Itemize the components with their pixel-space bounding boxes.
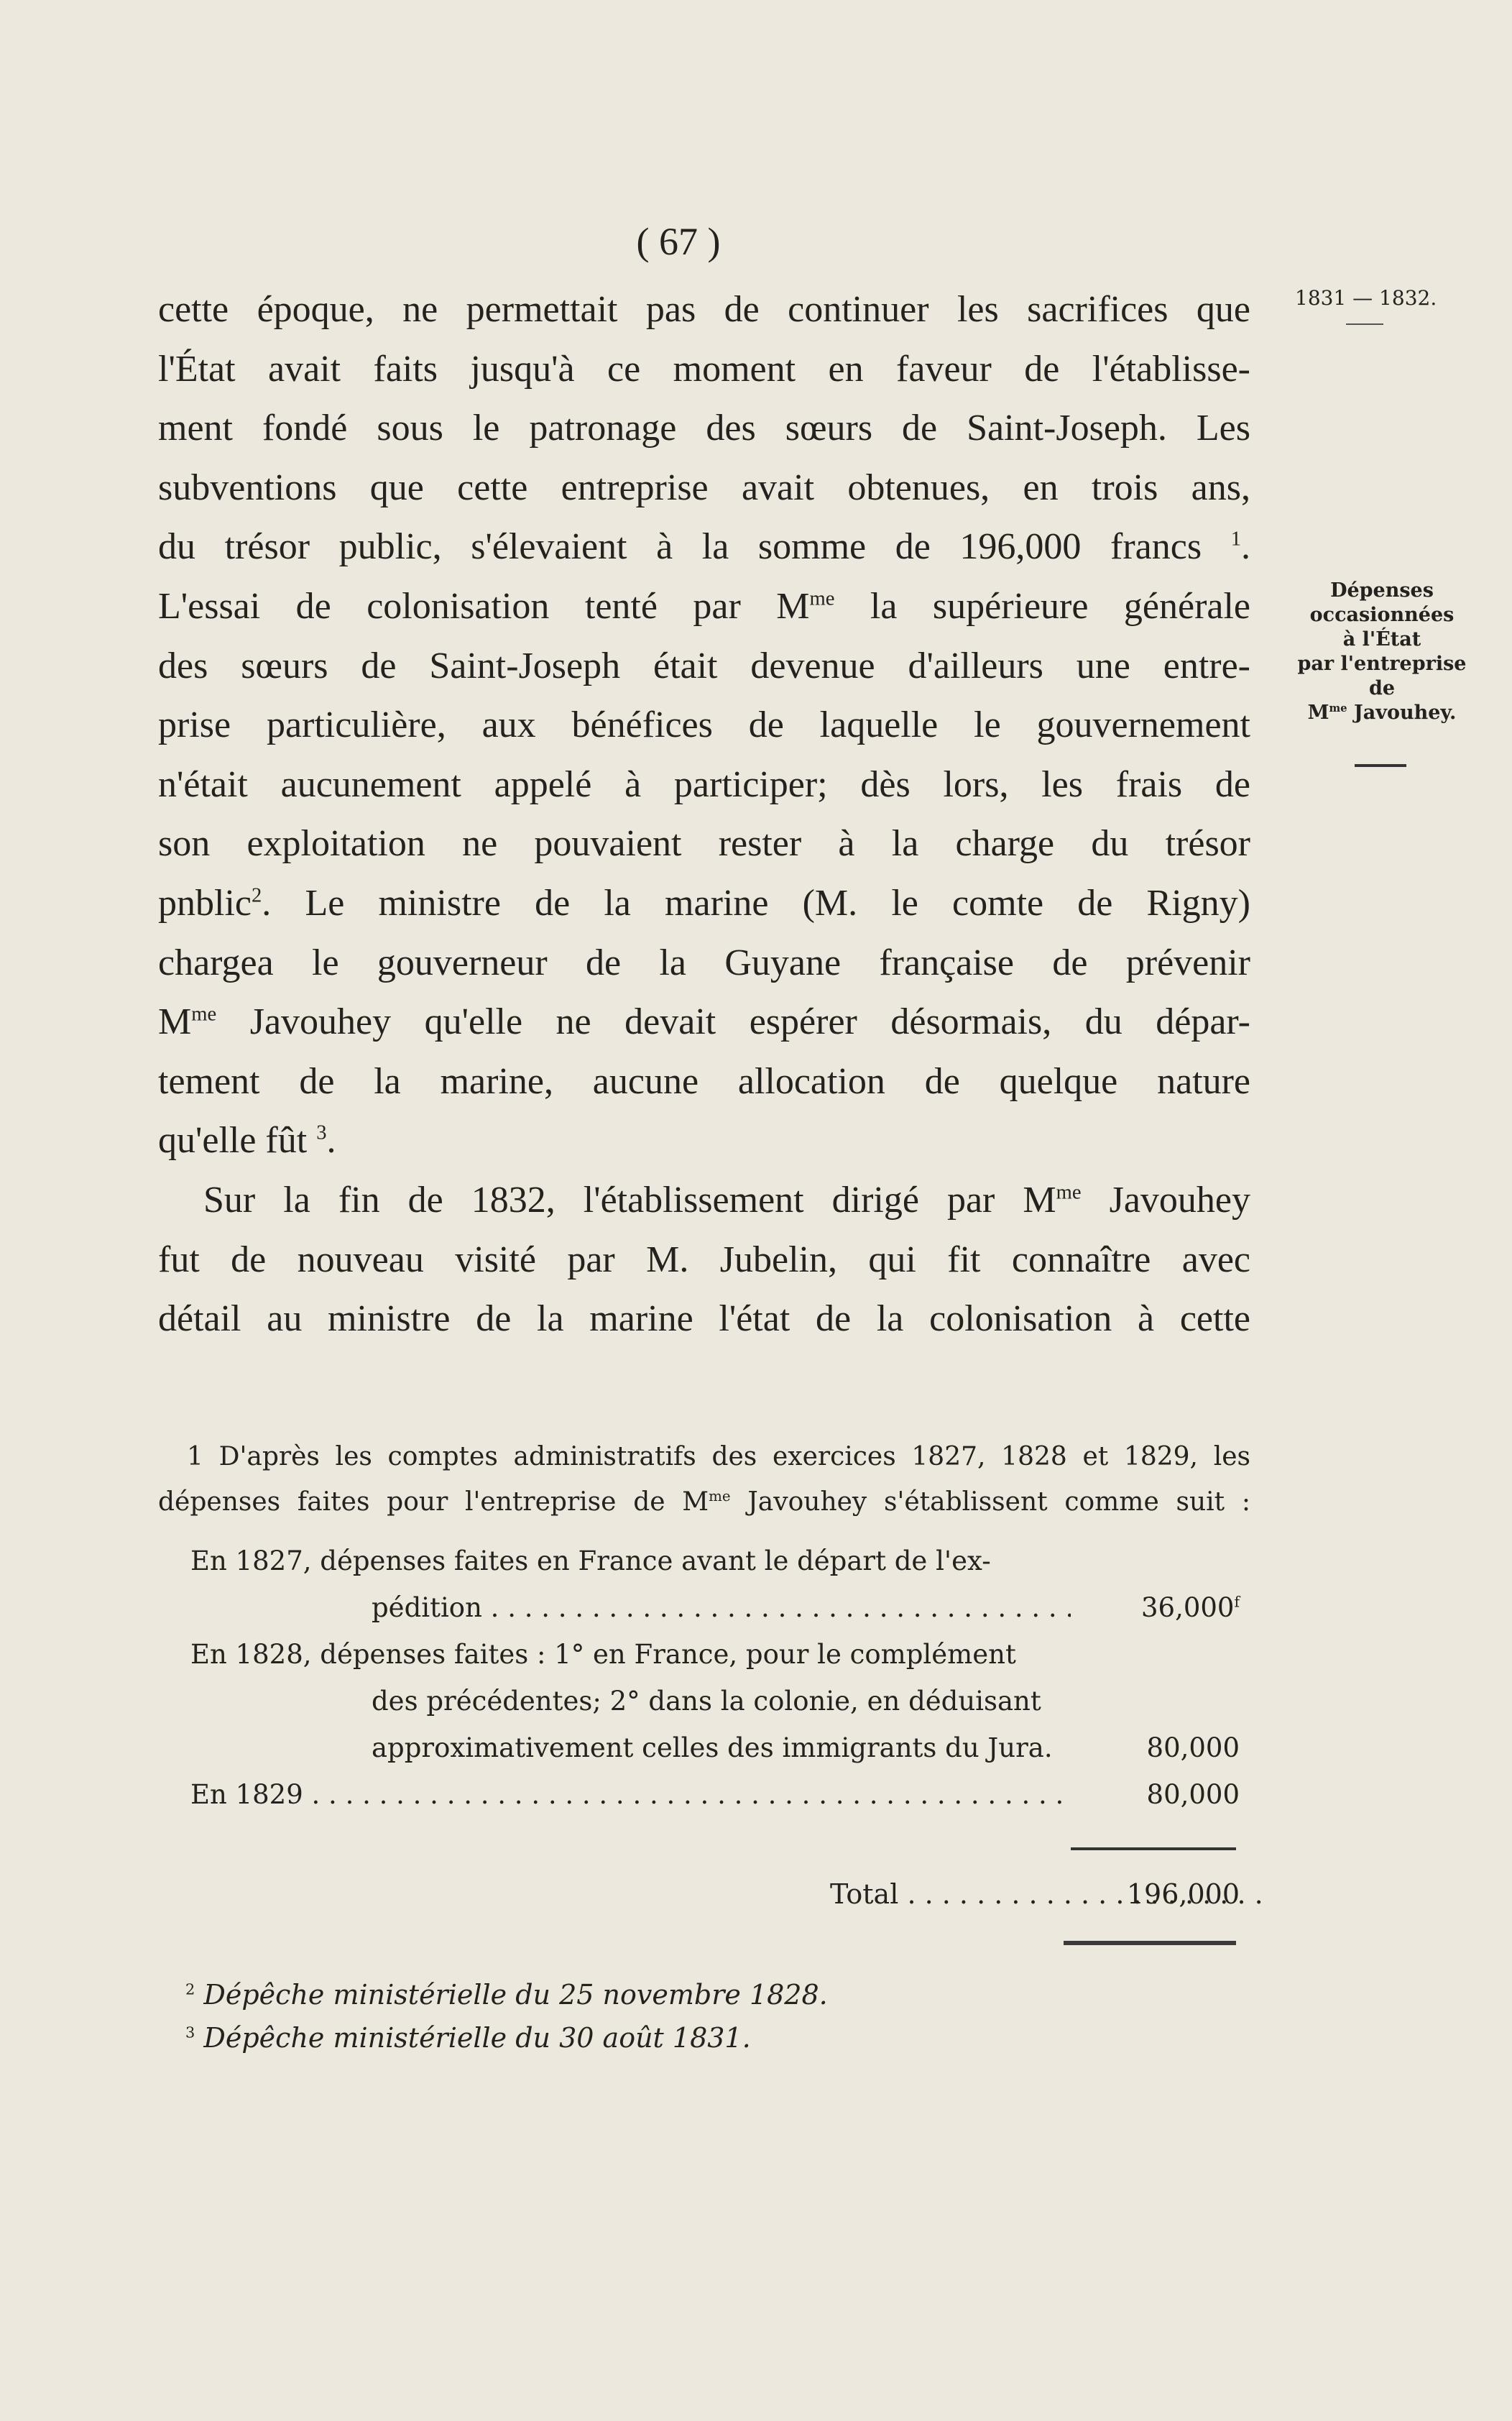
expense-row [190, 1538, 1240, 1584]
body-line: qu'elle fût $^3$. [158, 1120, 336, 1162]
expense-desc: En 1827, dépenses faites en France avant le départ de l'ex- [190, 1545, 991, 1576]
body-line: Sur la fin de 1832, l'établissement dirigé par $M^{me}$ Javouhey [203, 1179, 1250, 1221]
body-line: son exploitation ne pouvaient rester à la charge du trésor [158, 823, 1250, 865]
total-rule [1064, 1941, 1236, 1945]
footnote-ref: 2 [251, 884, 262, 907]
margin-note [1279, 579, 1485, 725]
body-line: l'État avait faits jusqu'à ce moment en faveur de l'établisse- [158, 348, 1250, 390]
margin-rule [1355, 764, 1406, 767]
margin-note-line: $M^{me}$ Javouhey. [1307, 702, 1457, 724]
expense-desc: pédition . . . [372, 1585, 1071, 1631]
body-line: cette époque, ne permettait pas de continuer les sacrifices que [158, 289, 1250, 330]
page-number: ( 67 ) [636, 220, 721, 263]
margin-note-line: à l'État [1342, 628, 1421, 651]
expense-row [190, 1678, 1240, 1724]
expense-amount: 80,000 [1146, 1732, 1240, 1763]
footnote-num: 2 [185, 1980, 195, 1998]
body-text [158, 280, 1250, 1349]
expense-amount: 80,000 [1146, 1779, 1240, 1810]
body-line: tement de la marine, aucune allocation de quelque nature [158, 1060, 1250, 1102]
margin-note-line: de [1368, 677, 1396, 699]
expense-row [190, 1632, 1240, 1678]
expense-desc: approximativement celles des immigrants du Jura. [372, 1732, 1053, 1763]
footnote-line: dépenses faites pour l'entreprise de $M^{me}$ Javouhey s'établissent comme suit : [158, 1487, 1250, 1517]
expense-desc: En 1829 . . . [190, 1772, 1071, 1818]
body-line: chargea le gouverneur de la Guyane française de prévenir [158, 942, 1250, 983]
expense-desc: des précédentes; 2° dans la colonie, en déduisant [372, 1686, 1041, 1717]
body-line: détail au ministre de la marine l'état de la colonisation à cette [158, 1298, 1250, 1340]
body-line: ment fondé sous le patronage des sœurs de Saint-Joseph. Les [158, 408, 1250, 449]
footnote-ref: 3 [316, 1121, 327, 1144]
margin-note-line: par l'entreprise [1297, 653, 1467, 675]
body-line: prise particulière, aux bénéfices de laquelle le gouvernement [158, 704, 1250, 746]
body-line: L'essai de colonisation tenté par $M^{me}$ la supérieure générale [158, 585, 1250, 627]
expense-amount: 36,000$^f$ [1141, 1592, 1240, 1623]
total-row [190, 1869, 1240, 1919]
body-line: subventions que cette entreprise avait obtenues, en trois ans, [158, 467, 1250, 508]
body-line: des sœurs de Saint-Joseph était devenue d'ailleurs une entre- [158, 645, 1250, 686]
total-label: Total . . . [830, 1869, 1261, 1919]
expense-desc: En 1828, dépenses faites : 1° en France, pour le complément [190, 1639, 1016, 1670]
footnote-line: 1 D'après les comptes administratifs des exercices 1827, 1828 et 1829, les [187, 1442, 1250, 1471]
margin-years: 1831 — 1832. [1295, 286, 1437, 310]
expense-row [190, 1772, 1240, 1818]
margin-note-line: Dépenses [1330, 579, 1434, 602]
footnote-3: $^3$ Dépêche ministérielle du 30 août 1831. [185, 2022, 751, 2054]
expense-row [190, 1585, 1240, 1631]
footnote-num: 3 [185, 2023, 195, 2041]
body-line: pnblic$^2$. Le ministre de la marine (M. le comte de Rigny) [158, 882, 1250, 924]
margin-year-underline [1346, 323, 1383, 325]
sum-rule [1071, 1847, 1236, 1850]
body-line: $M^{me}$ Javouhey qu'elle ne devait espérer désormais, du dépar- [158, 1001, 1250, 1043]
body-line: fut de nouveau visité par M. Jubelin, qui fit connaître avec [158, 1239, 1250, 1280]
total-amount: 196,000 [1126, 1878, 1240, 1910]
body-line: n'était aucunement appelé à participer; dès lors, les frais de [158, 763, 1250, 805]
expense-row [190, 1725, 1240, 1771]
footnote-2: $^2$ Dépêche ministérielle du 25 novembre 1828. [185, 1979, 828, 2011]
body-line: du trésor public, s'élevaient à la somme de 196,000 francs $^1$. [158, 526, 1251, 568]
footnote-1 [158, 1434, 1250, 1525]
margin-note-line: occasionnées [1309, 604, 1455, 626]
footnote-ref: 1 [1230, 528, 1242, 551]
